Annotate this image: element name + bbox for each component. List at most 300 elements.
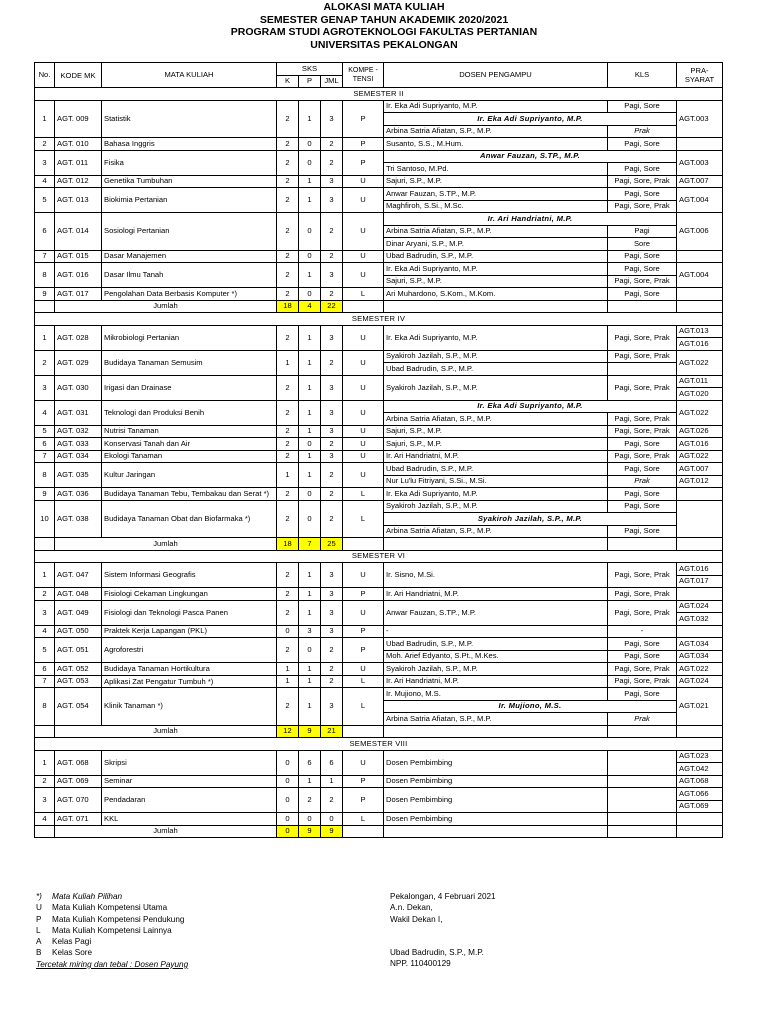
table-row (35, 400, 723, 413)
kompetensi: U (343, 263, 384, 288)
semester-title: SEMESTER VI (35, 550, 723, 563)
prerequisite: AGT.022 (677, 663, 723, 676)
course-no: 3 (35, 788, 55, 813)
prerequisite: AGT.017 (677, 575, 723, 588)
lecturer: Ir. Eka Adi Supriyanto, M.P. (384, 263, 608, 276)
lecturer-payung: Ir. Mujiono, M.S. (384, 700, 677, 713)
prerequisite: AGT.011 (677, 375, 723, 388)
prerequisite: AGT.034 (677, 638, 723, 651)
kompetensi: P (343, 150, 384, 175)
sks-k: 2 (277, 213, 299, 251)
total-blank (677, 300, 723, 313)
total-blank (343, 725, 384, 738)
course-no: 9 (35, 288, 55, 301)
prerequisite: AGT.016 (677, 338, 723, 351)
sks-k: 1 (277, 350, 299, 375)
prerequisite: AGT.032 (677, 613, 723, 626)
class-type: Pagi, Sore (608, 188, 677, 201)
sks-jml: 3 (321, 188, 343, 213)
course-code: AGT. 053 (55, 675, 102, 688)
legend-text: Mata Kuliah Kompetensi Utama (52, 903, 168, 913)
table-row (35, 750, 723, 763)
lecturer: Dosen Pembimbing (384, 750, 608, 775)
signature-block (390, 891, 496, 969)
course-code: AGT. 051 (55, 638, 102, 663)
kompetensi: L (343, 688, 384, 726)
sks-p: 1 (299, 775, 321, 788)
table-row (35, 450, 723, 463)
course-name: Pengolahan Data Berbasis Komputer *) (102, 288, 277, 301)
course-code: AGT. 047 (55, 563, 102, 588)
course-code: AGT. 010 (55, 138, 102, 151)
total-blank (343, 538, 384, 551)
table-row (35, 688, 723, 701)
course-code: AGT. 014 (55, 213, 102, 251)
course-code: AGT. 070 (55, 788, 102, 813)
legend-text: Mata Kuliah Kompetensi Pendukung (52, 914, 185, 924)
legend-key: U (36, 903, 42, 913)
kompetensi: P (343, 100, 384, 138)
sks-jml: 1 (321, 775, 343, 788)
course-code: AGT. 048 (55, 588, 102, 601)
sks-jml: 2 (321, 638, 343, 663)
sks-jml: 0 (321, 813, 343, 826)
kompetensi: U (343, 438, 384, 451)
col-dosen: DOSEN PENGAMPU (384, 63, 608, 88)
table-row (35, 675, 723, 688)
sks-p: 1 (299, 688, 321, 726)
class-type: Pagi, Sore, Prak (608, 663, 677, 676)
legend-text: Mata Kuliah Kompetensi Lainnya (52, 925, 172, 935)
sks-k: 0 (277, 813, 299, 826)
table-row (35, 138, 723, 151)
course-code: AGT. 054 (55, 688, 102, 726)
prerequisite: AGT.016 (677, 563, 723, 576)
table-row (35, 500, 723, 513)
prerequisite: AGT.003 (677, 150, 723, 175)
prerequisite: AGT.066 (677, 788, 723, 801)
course-no: 4 (35, 175, 55, 188)
sks-p: 2 (299, 788, 321, 813)
legend-item (36, 902, 188, 913)
sks-k: 2 (277, 600, 299, 625)
col-mata-kuliah: MATA KULIAH (102, 63, 277, 88)
course-code: AGT. 016 (55, 263, 102, 288)
sks-jml: 3 (321, 688, 343, 726)
legend-text: Mata Kuliah Pilihan (52, 892, 123, 901)
course-name: Fisiologi dan Teknologi Pasca Panen (102, 600, 277, 625)
legend-key: A (36, 937, 42, 947)
prerequisite: AGT.022 (677, 400, 723, 425)
sks-jml: 2 (321, 675, 343, 688)
course-name: Irigasi dan Drainase (102, 375, 277, 400)
semester-row (35, 88, 723, 101)
course-name: Seminar (102, 775, 277, 788)
table-row (35, 638, 723, 651)
kompetensi: U (343, 213, 384, 251)
course-name: Dasar Ilmu Tanah (102, 263, 277, 288)
sks-p: 0 (299, 288, 321, 301)
sks-p: 0 (299, 250, 321, 263)
document-header (0, 0, 768, 51)
sks-jml: 3 (321, 600, 343, 625)
lecturer: Tri Santoso, M.Pd. (384, 163, 608, 176)
sks-p: 1 (299, 563, 321, 588)
class-type: Pagi, Sore, Prak (608, 425, 677, 438)
sks-p: 1 (299, 175, 321, 188)
legend (36, 891, 188, 970)
sks-p: 6 (299, 750, 321, 775)
lecturer: Moh. Arief Edyanto, S.Pt., M.Kes. (384, 650, 608, 663)
legend-key: P (36, 914, 42, 924)
lecturer: Ir. Mujiono, M.S. (384, 688, 608, 701)
class-type: Prak (608, 713, 677, 726)
total-row (35, 538, 723, 551)
kompetensi: L (343, 488, 384, 501)
total-label: Jumlah (55, 725, 277, 738)
course-name: Mikrobiologi Pertanian (102, 325, 277, 350)
sks-jml: 3 (321, 588, 343, 601)
sks-p: 0 (299, 138, 321, 151)
legend-key: L (36, 925, 41, 935)
class-type: Pagi, Sore (608, 463, 677, 476)
table-row (35, 488, 723, 501)
prerequisite: AGT.012 (677, 475, 723, 488)
prerequisite: AGT.007 (677, 463, 723, 476)
kompetensi: L (343, 288, 384, 301)
kompetensi: U (343, 663, 384, 676)
course-name: Budidaya Tanaman Hortikultura (102, 663, 277, 676)
course-code: AGT. 030 (55, 375, 102, 400)
course-code: AGT. 028 (55, 325, 102, 350)
total-label: Jumlah (55, 538, 277, 551)
course-no: 5 (35, 188, 55, 213)
legend-note: Tercetak miring dan tebal : Dosen Payung (36, 959, 189, 969)
sks-jml: 3 (321, 625, 343, 638)
sks-jml: 2 (321, 213, 343, 251)
col-sks-p: P (299, 75, 321, 88)
lecturer-payung: Anwar Fauzan, S.TP., M.P. (384, 150, 677, 163)
class-type: Pagi, Sore, Prak (608, 200, 677, 213)
legend-key: B (36, 948, 42, 958)
course-no: 4 (35, 400, 55, 425)
prerequisite: AGT.007 (677, 175, 723, 188)
header-title: ALOKASI MATA KULIAH (323, 1, 445, 13)
kompetensi: L (343, 500, 384, 538)
table-row (35, 438, 723, 451)
course-name: Fisika (102, 150, 277, 175)
class-type: - (608, 625, 677, 638)
course-code: AGT. 071 (55, 813, 102, 826)
class-type: Pagi, Sore, Prak (608, 325, 677, 350)
lecturer: Dosen Pembimbing (384, 775, 608, 788)
course-code: AGT. 015 (55, 250, 102, 263)
lecturer: Dosen Pembimbing (384, 788, 608, 813)
course-code: AGT. 050 (55, 625, 102, 638)
total-jml: 21 (321, 725, 343, 738)
kompetensi: P (343, 588, 384, 601)
header-university: UNIVERSITAS PEKALONGAN (310, 38, 458, 51)
course-code: AGT. 017 (55, 288, 102, 301)
course-code: AGT. 012 (55, 175, 102, 188)
prerequisite: AGT.021 (677, 688, 723, 726)
lecturer: Maghfiroh, S.Si., M.Sc. (384, 200, 608, 213)
sks-k: 1 (277, 663, 299, 676)
prerequisite: AGT.042 (677, 763, 723, 776)
sks-p: 1 (299, 425, 321, 438)
kompetensi: U (343, 188, 384, 213)
sks-jml: 2 (321, 500, 343, 538)
lecturer: Sajuri, S.P., M.P. (384, 425, 608, 438)
lecturer: Anwar Fauzan, S.TP., M.P. (384, 188, 608, 201)
semester-row (35, 738, 723, 751)
prerequisite: AGT.013 (677, 325, 723, 338)
course-no: 4 (35, 813, 55, 826)
total-p: 9 (299, 825, 321, 838)
prerequisite: AGT.004 (677, 188, 723, 213)
sks-p: 1 (299, 375, 321, 400)
prerequisite: AGT.006 (677, 213, 723, 251)
total-row (35, 300, 723, 313)
prerequisite (677, 500, 723, 538)
signature-name: Ubad Badrudin, S.P., M.P. (390, 947, 484, 957)
sks-jml: 3 (321, 325, 343, 350)
prerequisite: AGT.020 (677, 388, 723, 401)
sks-jml: 2 (321, 663, 343, 676)
course-no: 10 (35, 500, 55, 538)
kompetensi: U (343, 600, 384, 625)
total-k: 18 (277, 538, 299, 551)
class-type: Pagi, Sore, Prak (608, 588, 677, 601)
course-name: Aplikasi Zat Pengatur Tumbuh *) (102, 675, 277, 688)
header-program: PROGRAM STUDI AGROTEKNOLOGI FAKULTAS PERTANIAN (230, 26, 538, 38)
sks-jml: 2 (321, 150, 343, 175)
class-type: Pagi, Sore (608, 688, 677, 701)
lecturer: Ir. Eka Adi Supriyanto, M.P. (384, 325, 608, 350)
prerequisite: AGT.024 (677, 675, 723, 688)
total-k: 0 (277, 825, 299, 838)
legend-key: *) (36, 892, 42, 901)
table-row (35, 288, 723, 301)
course-code: AGT. 049 (55, 600, 102, 625)
class-type: Pagi, Sore (608, 138, 677, 151)
total-jml: 25 (321, 538, 343, 551)
sks-k: 2 (277, 688, 299, 726)
sks-k: 2 (277, 100, 299, 138)
sks-p: 1 (299, 400, 321, 425)
kompetensi: U (343, 325, 384, 350)
lecturer: Arbina Satria Afiatan, S.P., M.P. (384, 525, 608, 538)
sks-jml: 2 (321, 438, 343, 451)
sks-jml: 2 (321, 138, 343, 151)
total-jml: 9 (321, 825, 343, 838)
course-code: AGT. 013 (55, 188, 102, 213)
sks-p: 0 (299, 213, 321, 251)
kompetensi: P (343, 788, 384, 813)
col-kls: KLS (608, 63, 677, 88)
course-code: AGT. 034 (55, 450, 102, 463)
sks-p: 1 (299, 600, 321, 625)
semester-title: SEMESTER IV (35, 313, 723, 326)
prerequisite: AGT.068 (677, 775, 723, 788)
total-blank (677, 725, 723, 738)
course-name: Kultur Jaringan (102, 463, 277, 488)
sks-p: 1 (299, 325, 321, 350)
sks-p: 1 (299, 675, 321, 688)
signature-place-date: Pekalongan, 4 Februari 2021 (390, 892, 496, 901)
sks-jml: 3 (321, 450, 343, 463)
sks-k: 2 (277, 563, 299, 588)
course-name: Genetika Tumbuhan (102, 175, 277, 188)
lecturer: Ubad Badrudin, S.P., M.P. (384, 250, 608, 263)
lecturer: Syakiroh Jazilah, S.P., M.P. (384, 500, 608, 513)
table-row (35, 775, 723, 788)
lecturer: Syakiroh Jazilah, S.P., M.P. (384, 375, 608, 400)
sks-k: 0 (277, 750, 299, 775)
total-label: Jumlah (55, 825, 277, 838)
course-allocation-table (34, 62, 723, 838)
course-name: Konservasi Tanah dan Air (102, 438, 277, 451)
sks-jml: 2 (321, 488, 343, 501)
table-row (35, 263, 723, 276)
total-blank (384, 538, 608, 551)
total-blank (608, 538, 677, 551)
total-blank (384, 725, 608, 738)
legend-item (36, 925, 188, 936)
header-semester: SEMESTER GENAP TAHUN AKADEMIK 2020/2021 (259, 13, 509, 26)
prerequisite (677, 250, 723, 263)
sks-k: 2 (277, 488, 299, 501)
sks-k: 2 (277, 138, 299, 151)
class-type (608, 788, 677, 813)
col-prasyarat: PRA- SYARAT (677, 63, 723, 88)
lecturer-payung: Syakiroh Jazilah, S.P., M.P. (384, 513, 677, 526)
sks-k: 2 (277, 288, 299, 301)
course-no: 2 (35, 775, 55, 788)
course-name: Budidaya Tanaman Obat dan Biofarmaka *) (102, 500, 277, 538)
course-name: Teknologi dan Produksi Benih (102, 400, 277, 425)
legend-item (36, 947, 188, 958)
signature-npp: NPP. 110400129 (390, 959, 451, 969)
sks-jml: 6 (321, 750, 343, 775)
sks-jml: 3 (321, 263, 343, 288)
kompetensi: U (343, 450, 384, 463)
sks-p: 1 (299, 100, 321, 138)
course-name: Bahasa Inggris (102, 138, 277, 151)
sks-jml: 2 (321, 350, 343, 375)
signature-space (390, 925, 496, 947)
semester-row (35, 550, 723, 563)
course-no: 6 (35, 438, 55, 451)
lecturer: Anwar Fauzan, S.TP., M.P. (384, 600, 608, 625)
table-row (35, 813, 723, 826)
total-spacer (35, 825, 55, 838)
sks-k: 2 (277, 638, 299, 663)
course-code: AGT. 033 (55, 438, 102, 451)
course-no: 5 (35, 638, 55, 663)
course-name: Fisiologi Cekaman Lingkungan (102, 588, 277, 601)
table-row (35, 600, 723, 613)
course-name: Ekologi Tanaman (102, 450, 277, 463)
class-type (608, 813, 677, 826)
sks-jml: 3 (321, 100, 343, 138)
course-name: Sistem Informasi Geografis (102, 563, 277, 588)
sks-k: 2 (277, 400, 299, 425)
course-name: Biokimia Pertanian (102, 188, 277, 213)
class-type (608, 363, 677, 376)
sks-k: 2 (277, 325, 299, 350)
kompetensi: P (343, 625, 384, 638)
table-row (35, 213, 723, 226)
course-name: Budidaya Tanaman Tebu, Tembakau dan Serat *) (102, 488, 277, 501)
lecturer: Ir. Ari Handriatni, M.P. (384, 675, 608, 688)
semester-title: SEMESTER II (35, 88, 723, 101)
course-no: 8 (35, 463, 55, 488)
sks-k: 2 (277, 263, 299, 288)
total-blank (608, 725, 677, 738)
total-blank (343, 825, 384, 838)
sks-k: 1 (277, 675, 299, 688)
kompetensi: U (343, 750, 384, 775)
total-p: 7 (299, 538, 321, 551)
table-body (35, 88, 723, 838)
course-no: 1 (35, 750, 55, 775)
table-row (35, 325, 723, 338)
class-type (608, 750, 677, 775)
lecturer: Ubad Badrudin, S.P., M.P. (384, 638, 608, 651)
kompetensi: U (343, 463, 384, 488)
lecturer: Syakiroh Jazilah, S.P., M.P. (384, 663, 608, 676)
sks-p: 0 (299, 438, 321, 451)
kompetensi: P (343, 638, 384, 663)
class-type: Pagi, Sore, Prak (608, 275, 677, 288)
legend-text: Kelas Pagi (52, 937, 92, 947)
table-row (35, 788, 723, 801)
sks-k: 0 (277, 625, 299, 638)
sks-jml: 3 (321, 175, 343, 188)
class-type: Sore (608, 238, 677, 251)
class-type: Pagi, Sore, Prak (608, 175, 677, 188)
class-type: Pagi, Sore, Prak (608, 600, 677, 625)
sks-jml: 2 (321, 288, 343, 301)
course-no: 3 (35, 150, 55, 175)
class-type: Pagi, Sore, Prak (608, 413, 677, 426)
class-type: Pagi, Sore (608, 288, 677, 301)
course-code: AGT. 029 (55, 350, 102, 375)
prerequisite (677, 813, 723, 826)
kompetensi: U (343, 563, 384, 588)
course-no: 2 (35, 588, 55, 601)
lecturer: Sajuri, S.P., M.P. (384, 175, 608, 188)
kompetensi: L (343, 813, 384, 826)
lecturer: Dosen Pembimbing (384, 813, 608, 826)
prerequisite (677, 138, 723, 151)
sks-p: 1 (299, 350, 321, 375)
kompetensi: P (343, 138, 384, 151)
lecturer: Ir. Ari Handriatni, M.P. (384, 588, 608, 601)
total-label: Jumlah (55, 300, 277, 313)
table-row (35, 150, 723, 163)
prerequisite: AGT.034 (677, 650, 723, 663)
legend-text: Kelas Sore (52, 948, 93, 958)
lecturer: Ir. Eka Adi Supriyanto, M.P. (384, 100, 608, 113)
sks-jml: 3 (321, 375, 343, 400)
col-kode: KODE MK (55, 63, 102, 88)
total-blank (677, 825, 723, 838)
sks-k: 0 (277, 788, 299, 813)
course-no: 7 (35, 250, 55, 263)
lecturer-payung: Ir. Ari Handriatni, M.P. (384, 213, 677, 226)
